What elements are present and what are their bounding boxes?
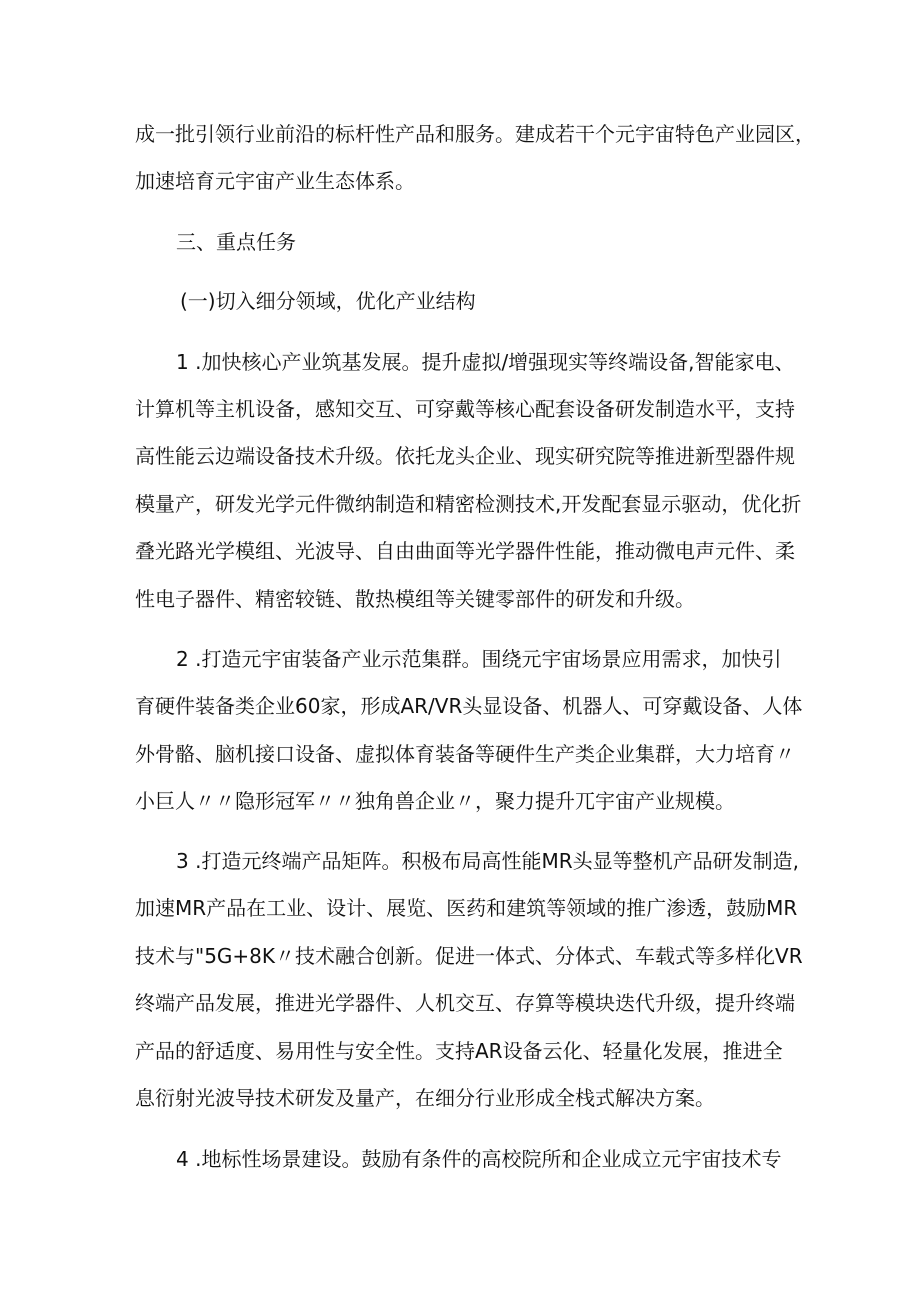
text-line: 产品的舒适度、易用性与安全性。支持AR设备云化、轻量化发展，推进全 [135,1039,783,1063]
text-line: 成一批引领行业前沿的标杆性产品和服务。建成若干个元宇宙特色产业园区， [135,122,815,146]
text-line: 加速培育元宇宙产业生态体系。 [135,169,415,193]
text-line: 3 .打造元终端产品矩阵。积极布局高性能MR头显等整机产品研发制造, [176,849,799,873]
text-line: 加速MR产品在工业、设计、展览、医药和建筑等领域的推广渗透，鼓励MR [135,896,798,920]
text-line: 模量产，研发光学元件微纳制造和精密检测技术,开发配套显示驱动，优化折 [135,492,802,516]
text-line: 终端产品发展，推进光学器件、人机交互、存算等模块迭代升级，提升终端 [135,991,795,1015]
text-line: 小巨人〃〃隐形冠军〃〃独角兽企业〃，聚力提升兀宇宙产业规模。 [135,789,735,813]
text-line: 叠光路光学模组、光波导、自由曲面等光学器件性能，推动微电声元件、柔 [135,539,795,563]
text-line: 计算机等主机设备，感知交互、可穿戴等核心配套设备研发制造水平，支持 [135,397,795,421]
text-line: 高性能云边端设备技术升级。依托龙头企业、现实研究院等推进新型器件规 [135,444,795,468]
text-line: 技术与"5G+8K〃技术融合创新。促进一体式、分体式、车载式等多样化VR [135,944,803,968]
text-line: 2 .打造元宇宙装备产业示范集群。围绕元宇宙场景应用需求，加快引 [176,647,782,671]
text-line: 性电子器件、精密较链、散热模组等关键零部件的研发和升级。 [135,587,695,611]
text-line: 育硬件装备类企业60家，形成AR/VR头显设备、机器人、可穿戴设备、人体 [135,694,803,718]
text-line: 外骨骼、脑机接口设备、虚拟体育装备等硬件生产类企业集群，大力培育〃 [135,742,795,766]
section-heading: 三、重点任务 [176,230,296,254]
text-line: 4 .地标性场景建设。鼓励有条件的高校院所和企业成立元宇宙技术专 [176,1147,782,1171]
text-line: 息衍射光波导技术研发及量产，在细分行业形成全栈式解决方案。 [135,1086,715,1110]
subsection-heading: (一)切入细分领域，优化产业结构 [180,289,476,313]
text-line: 1 .加快核心产业筑基发展。提升虚拟/增强现实等终端设备,智能家电、 [176,350,795,374]
